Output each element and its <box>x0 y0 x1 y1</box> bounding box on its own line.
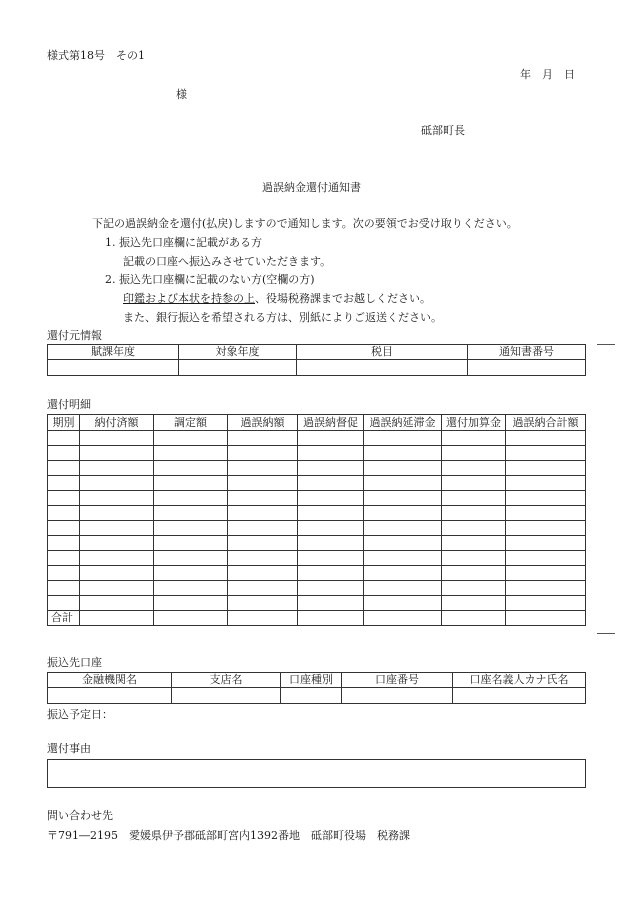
table-row <box>48 461 586 476</box>
detail-cell <box>48 566 80 581</box>
detail-cell <box>364 581 442 596</box>
detail-cell <box>48 476 80 491</box>
table-row <box>48 551 586 566</box>
detail-cell <box>506 551 586 566</box>
table-row <box>48 431 586 446</box>
detail-cell <box>228 446 298 461</box>
date-label: 年 月 日 <box>520 68 575 81</box>
detail-cell <box>506 476 586 491</box>
total-cell <box>298 611 364 626</box>
bank-table <box>47 672 586 704</box>
detail-cell <box>228 461 298 476</box>
col-overpaid-total: 過誤納合計額 <box>506 415 586 431</box>
source-info-label: 還付元情報 <box>47 329 102 342</box>
detail-cell <box>364 521 442 536</box>
tax-item-cell <box>297 360 468 376</box>
detail-cell <box>154 521 228 536</box>
detail-cell <box>48 446 80 461</box>
detail-cell <box>80 596 154 611</box>
detail-cell <box>364 491 442 506</box>
table-row <box>48 476 586 491</box>
detail-cell <box>364 446 442 461</box>
total-cell <box>506 611 586 626</box>
detail-cell <box>154 506 228 521</box>
detail-cell <box>228 431 298 446</box>
detail-cell <box>506 536 586 551</box>
detail-cell <box>442 461 506 476</box>
detail-cell <box>48 431 80 446</box>
detail-cell <box>154 446 228 461</box>
detail-cell <box>506 446 586 461</box>
detail-cell <box>228 596 298 611</box>
instruction-item-2-note: また、銀行振込を希望される方は、別紙によりご返送ください。 <box>123 311 442 324</box>
detail-cell <box>442 521 506 536</box>
col-account-number: 口座番号 <box>342 673 453 688</box>
detail-cell <box>228 551 298 566</box>
detail-cell <box>298 491 364 506</box>
detail-cell <box>48 506 80 521</box>
intro-text: 下記の過誤納金を還付(払戻)しますので通知します。次の要領でお受け取りください。 <box>92 217 518 230</box>
detail-cell <box>298 536 364 551</box>
detail-cell <box>228 476 298 491</box>
detail-cell <box>154 536 228 551</box>
table-row <box>48 491 586 506</box>
instruction-item-2-underlined: 印鑑および本状を持参の上 <box>123 292 255 305</box>
account-type-cell <box>281 688 342 704</box>
detail-cell <box>506 596 586 611</box>
page-title: 過誤納金還付通知書 <box>262 181 361 194</box>
detail-cell <box>506 461 586 476</box>
detail-cell <box>48 596 80 611</box>
detail-cell <box>298 596 364 611</box>
detail-cell <box>364 476 442 491</box>
detail-cell <box>80 461 154 476</box>
detail-cell <box>506 566 586 581</box>
detail-cell <box>298 431 364 446</box>
branch-name-cell <box>172 688 281 704</box>
reason-box <box>47 759 586 788</box>
detail-cell <box>80 536 154 551</box>
col-overpaid-late-fee: 過誤納延滞金 <box>364 415 442 431</box>
col-target-year: 対象年度 <box>179 345 297 360</box>
detail-cell <box>80 431 154 446</box>
scheduled-date-label: 振込予定日： <box>47 708 113 721</box>
detail-cell <box>154 551 228 566</box>
reason-label: 還付事由 <box>47 742 91 755</box>
detail-cell <box>48 521 80 536</box>
bank-name-cell <box>48 688 172 704</box>
detail-cell <box>80 506 154 521</box>
detail-cell <box>506 581 586 596</box>
detail-cell <box>364 431 442 446</box>
total-cell <box>154 611 228 626</box>
table-row <box>48 566 586 581</box>
table-row <box>48 446 586 461</box>
detail-cell <box>228 491 298 506</box>
detail-cell <box>80 521 154 536</box>
detail-cell <box>48 551 80 566</box>
col-refund-interest: 還付加算金 <box>442 415 506 431</box>
detail-cell <box>48 536 80 551</box>
target-year-cell <box>179 360 297 376</box>
total-cell <box>80 611 154 626</box>
total-cell <box>228 611 298 626</box>
details-label: 還付明細 <box>47 398 91 411</box>
detail-cell <box>228 536 298 551</box>
detail-cell <box>80 566 154 581</box>
detail-cell <box>364 506 442 521</box>
detail-cell <box>364 536 442 551</box>
detail-cell <box>48 461 80 476</box>
total-cell <box>364 611 442 626</box>
col-installment: 期別 <box>48 415 80 431</box>
col-overpaid-reminder: 過誤納督促 <box>298 415 364 431</box>
detail-cell <box>506 506 586 521</box>
detail-cell <box>442 551 506 566</box>
table-row <box>48 581 586 596</box>
detail-cell <box>506 521 586 536</box>
detail-cell <box>80 581 154 596</box>
total-cell <box>442 611 506 626</box>
detail-cell <box>154 596 228 611</box>
detail-cell <box>298 476 364 491</box>
detail-cell <box>442 581 506 596</box>
notice-number-cell <box>468 360 586 376</box>
detail-cell <box>228 581 298 596</box>
detail-cell <box>298 446 364 461</box>
detail-cell <box>442 491 506 506</box>
detail-cell <box>506 431 586 446</box>
instruction-item-2-rest: 、役場税務課までお越しください。 <box>255 292 431 305</box>
detail-cell <box>442 431 506 446</box>
table-row <box>48 506 586 521</box>
detail-cell <box>506 491 586 506</box>
account-holder-cell <box>453 688 586 704</box>
instruction-item-2-body <box>123 292 431 306</box>
addressee-suffix: 様 <box>176 88 187 101</box>
detail-cell <box>228 506 298 521</box>
instruction-item-1-title: 1. 振込先口座欄に記載がある方 <box>105 236 262 249</box>
margin-tick-bottom <box>597 633 615 634</box>
detail-cell <box>80 551 154 566</box>
col-overpaid-amount: 過誤納額 <box>228 415 298 431</box>
col-branch-name: 支店名 <box>172 673 281 688</box>
detail-cell <box>364 596 442 611</box>
detail-cell <box>298 581 364 596</box>
instruction-item-1-body: 記載の口座へ振込みさせていただきます。 <box>123 255 332 268</box>
detail-cell <box>154 566 228 581</box>
detail-cell <box>298 551 364 566</box>
table-row <box>48 596 586 611</box>
detail-cell <box>154 476 228 491</box>
detail-cell <box>298 521 364 536</box>
detail-cell <box>298 461 364 476</box>
col-bank-name: 金融機関名 <box>48 673 172 688</box>
detail-cell <box>364 461 442 476</box>
detail-cell <box>298 506 364 521</box>
detail-cell <box>154 461 228 476</box>
detail-cell <box>364 566 442 581</box>
source-info-table <box>47 344 586 376</box>
bank-label: 振込先口座 <box>47 656 102 669</box>
detail-cell <box>442 566 506 581</box>
detail-cell <box>442 536 506 551</box>
col-assessed-amount: 調定額 <box>154 415 228 431</box>
detail-cell <box>442 506 506 521</box>
detail-cell <box>228 521 298 536</box>
detail-cell <box>364 551 442 566</box>
detail-cell <box>298 566 364 581</box>
form-number: 様式第18号 その1 <box>47 49 145 62</box>
margin-tick-top <box>597 344 615 345</box>
detail-cell <box>442 596 506 611</box>
table-row <box>48 536 586 551</box>
detail-cell <box>154 431 228 446</box>
detail-cell <box>80 446 154 461</box>
detail-cell <box>48 581 80 596</box>
details-table <box>47 414 586 626</box>
col-tax-item: 税目 <box>297 345 468 360</box>
detail-cell <box>80 491 154 506</box>
table-row <box>48 521 586 536</box>
col-account-type: 口座種別 <box>281 673 342 688</box>
detail-cell <box>154 491 228 506</box>
contact-address: 〒791―2195 愛媛県伊予郡砥部町宮内1392番地 砥部町役場 税務課 <box>47 829 410 842</box>
account-number-cell <box>342 688 453 704</box>
detail-cell <box>154 581 228 596</box>
col-account-holder: 口座名義人カナ氏名 <box>453 673 586 688</box>
total-label: 合計 <box>48 611 80 626</box>
detail-cell <box>228 566 298 581</box>
contact-label: 問い合わせ先 <box>47 809 113 822</box>
fiscal-year-cell <box>48 360 179 376</box>
col-fiscal-year: 賦課年度 <box>48 345 179 360</box>
col-notice-number: 通知書番号 <box>468 345 586 360</box>
instruction-item-2-title: 2. 振込先口座欄に記載のない方(空欄の方) <box>105 273 315 286</box>
col-paid-amount: 納付済額 <box>80 415 154 431</box>
detail-cell <box>442 476 506 491</box>
issuer: 砥部町長 <box>421 124 465 137</box>
detail-cell <box>442 446 506 461</box>
detail-cell <box>48 491 80 506</box>
detail-cell <box>80 476 154 491</box>
